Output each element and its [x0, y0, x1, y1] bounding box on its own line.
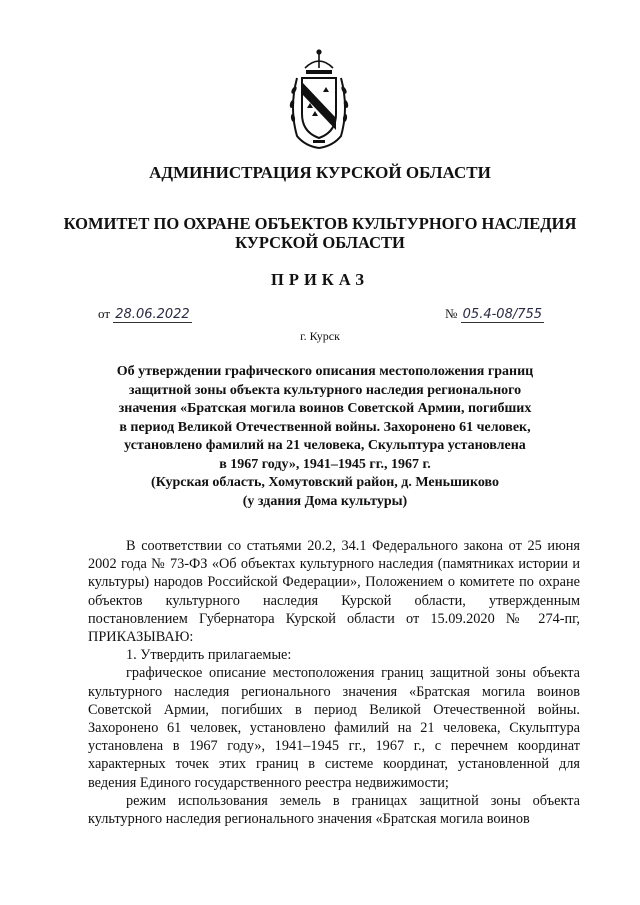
- order-number: [445, 306, 544, 323]
- committee-heading: [0, 214, 640, 252]
- title-line: установлено фамилий на 21 человека, Скульптура установлена: [124, 438, 526, 453]
- handwritten-date: 28.06.2022: [115, 307, 190, 322]
- document-type-heading: ПРИКАЗ: [271, 270, 369, 289]
- date-prefix: от: [98, 306, 111, 321]
- title-line: в период Великой Отечественной войны. Захоронено 61 человек,: [119, 419, 531, 435]
- body-paragraph-graphic-description: графическое описание местоположения границ защитной зоны объекта культурного наследия регионального значения «Братская могила воинов Советской Армии, погибших в период Великой Отечественной войны. Захоронено 61 человек, установлено фамилий на 21 человека, Скульптура установлена в 1967 году», 1941–1945 гг., 1967 г., с перечнем координат характерных точек этих границ в системе координат, установленной для ведения Единого государственного реестра недвижимости;: [88, 665, 580, 791]
- kursk-coat-of-arms-emblem: [283, 48, 355, 152]
- order-body: [88, 537, 580, 828]
- handwritten-number: 05.4-08/755: [462, 307, 543, 322]
- body-paragraph-item-1: 1. Утвердить прилагаемые:: [126, 647, 292, 664]
- city-label: г. Курск: [300, 329, 340, 343]
- number-prefix: №: [445, 306, 458, 321]
- administration-heading: АДМИНИСТРАЦИЯ КУРСКОЙ ОБЛАСТИ: [149, 163, 491, 182]
- title-line: Об утверждении графического описания местоположения границ: [116, 364, 534, 379]
- committee-heading-line1: КОМИТЕТ ПО ОХРАНЕ ОБЪЕКТОВ КУЛЬТУРНОГО НАСЛЕДИЯ: [63, 214, 577, 233]
- order-title: [90, 363, 560, 511]
- committee-heading-line2: КУРСКОЙ ОБЛАСТИ: [235, 233, 405, 252]
- title-line: значения «Братская могила воинов Советской Армии, погибших: [118, 401, 532, 416]
- title-line: в 1967 году», 1941–1945 гг., 1967 г.: [219, 456, 431, 472]
- body-paragraph-land-use-regime: режим использования земель в границах защитной зоны объекта культурного наследия регионального значения «Братская могила воинов: [88, 792, 580, 828]
- title-line: (Курская область, Хомутовский район, д. Меньшиково: [151, 475, 499, 490]
- title-line: защитной зоны объекта культурного наследия регионального: [128, 382, 522, 398]
- order-date: [98, 306, 192, 323]
- body-paragraph-preamble: В соответствии со статьями 20.2, 34.1 Федерального закона от 25 июня 2002 года № 73-ФЗ «Об объектах культурного наследия (памятниках истории и культуры) народов Российской Федерации», Положением о комитете по охране объектов культурного наследия Курской области, утвержденным постановлением Губернатора Курской области от 15.09.2020 № 274-пг, ПРИКАЗЫВАЮ:: [88, 538, 580, 646]
- title-line: (у здания Дома культуры): [242, 493, 408, 509]
